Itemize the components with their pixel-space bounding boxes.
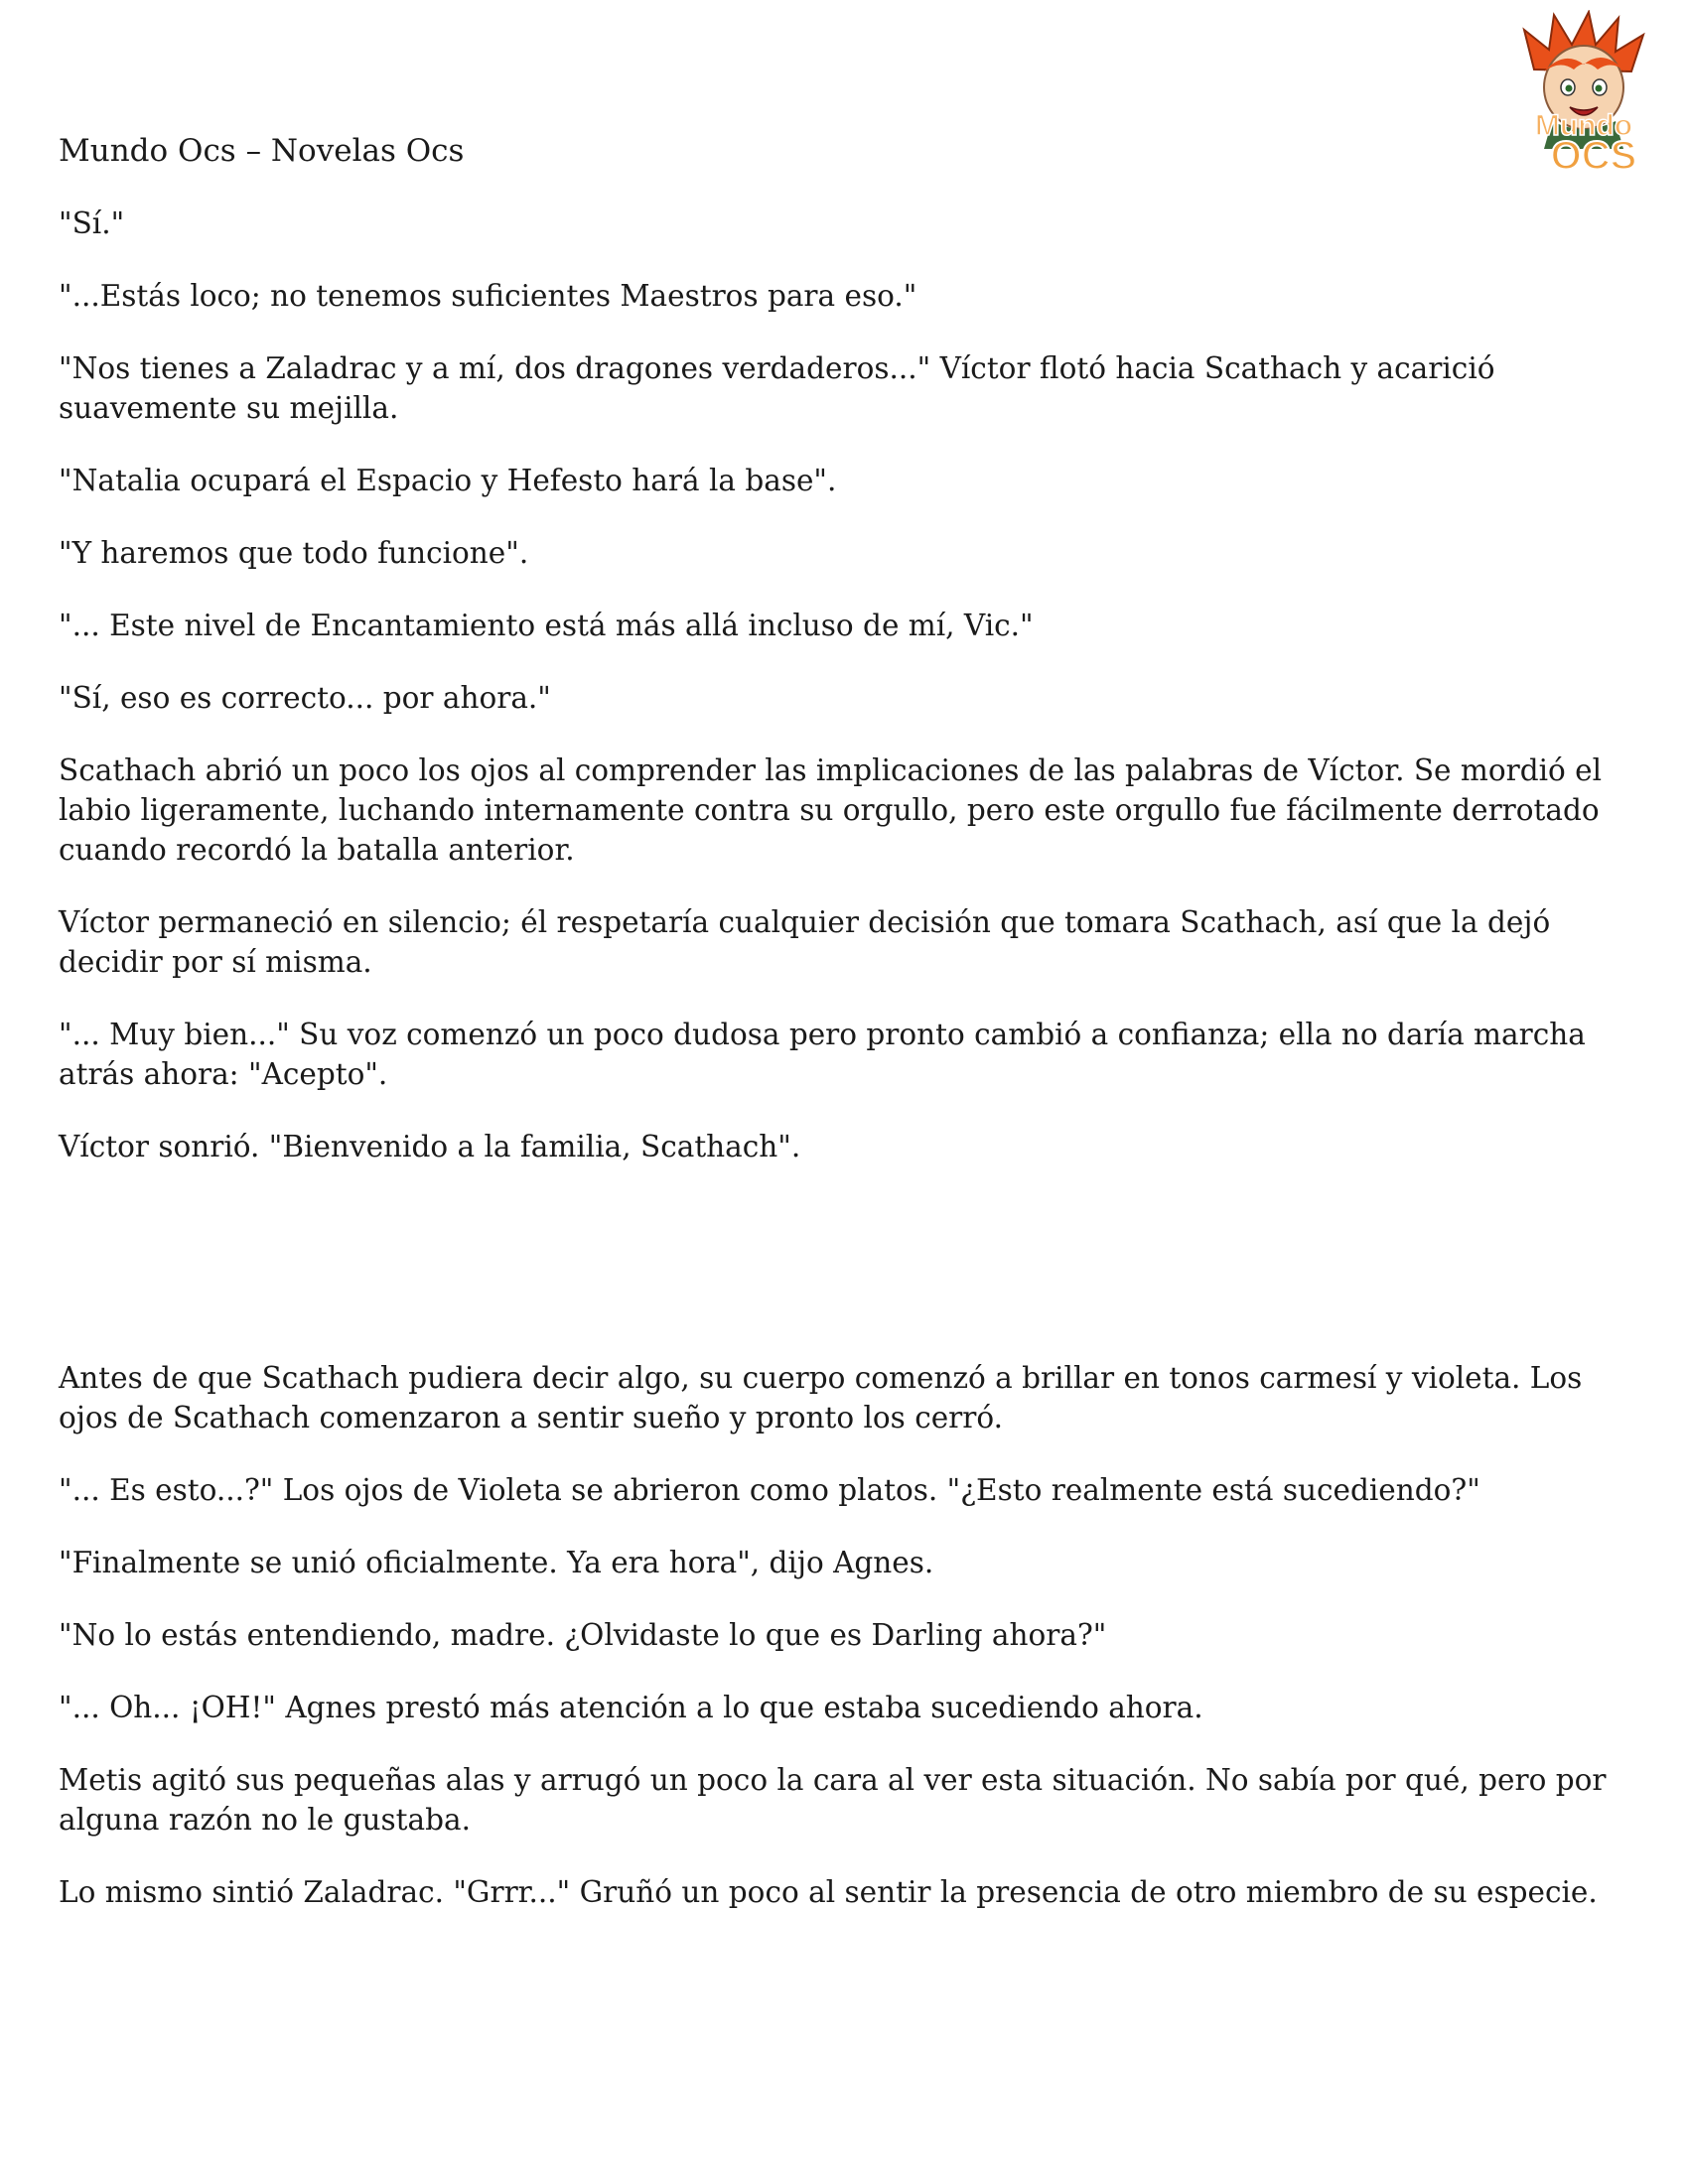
paragraph: "Sí." <box>59 206 125 240</box>
paragraph: Lo mismo sintió Zaladrac. "Grrr..." Gruñó un poco al sentir la presencia de otro miembro de su especie. <box>59 1875 1598 1909</box>
paragraph: Scathach abrió un poco los ojos al comprender las implicaciones de las palabras de Víctor. Se mordió el labio ligeramente, luchando internamente contra su orgullo, pero este orgullo fue fácilmente derrotado cuando recordó la batalla anterior. <box>59 753 1603 867</box>
paragraph: Víctor permaneció en silencio; él respetaría cualquier decisión que tomara Scathach, así que la dejó decidir por sí misma. <box>59 905 1551 979</box>
paragraph: "Sí, eso es correcto... por ahora." <box>59 681 551 715</box>
paragraph: "No lo estás entendiendo, madre. ¿Olvidaste lo que es Darling ahora?" <box>59 1618 1107 1652</box>
page-header: Mundo Ocs – Novelas Ocs <box>59 133 465 169</box>
paragraph: "Y haremos que todo funcione". <box>59 536 529 570</box>
logo-text-bottom: OCS <box>1550 134 1637 178</box>
paragraph: Antes de que Scathach pudiera decir algo, su cuerpo comenzó a brillar en tonos carmesí y violeta. Los ojos de Scathach comenzaron a sentir sueño y pronto los cerró. <box>59 1361 1583 1434</box>
mundo-ocs-logo <box>1494 10 1673 184</box>
paragraph: "Nos tienes a Zaladrac y a mí, dos dragones verdaderos..." Víctor flotó hacia Scathach y acarició suavemente su mejilla. <box>59 351 1495 425</box>
document-body <box>59 204 1647 1945</box>
paragraph: "...Estás loco; no tenemos suficientes Maestros para eso." <box>59 279 917 313</box>
paragraph: "Natalia ocupará el Espacio y Hefesto hará la base". <box>59 464 837 497</box>
logo-text-top: Mundo <box>1534 109 1633 142</box>
paragraph: "... Muy bien..." Su voz comenzó un poco dudosa pero pronto cambió a confianza; ella no daría marcha atrás ahora: "Acepto". <box>59 1018 1586 1091</box>
paragraph: Víctor sonrió. "Bienvenido a la familia, Scathach". <box>59 1130 801 1163</box>
mundo-ocs-logo-icon <box>1494 10 1673 184</box>
paragraph: Metis agitó sus pequeñas alas y arrugó un poco la cara al ver esta situación. No sabía por qué, pero por alguna razón no le gustaba. <box>59 1763 1607 1837</box>
paragraph: "... Este nivel de Encantamiento está más allá incluso de mí, Vic." <box>59 609 1034 642</box>
paragraph: "... Oh... ¡OH!" Agnes prestó más atención a lo que estaba sucediendo ahora. <box>59 1691 1203 1724</box>
section-gap <box>59 1199 1647 1358</box>
paragraph: "Finalmente se unió oficialmente. Ya era hora", dijo Agnes. <box>59 1546 934 1579</box>
paragraph: "... Es esto...?" Los ojos de Violeta se abrieron como platos. "¿Esto realmente está sucediendo?" <box>59 1473 1480 1507</box>
